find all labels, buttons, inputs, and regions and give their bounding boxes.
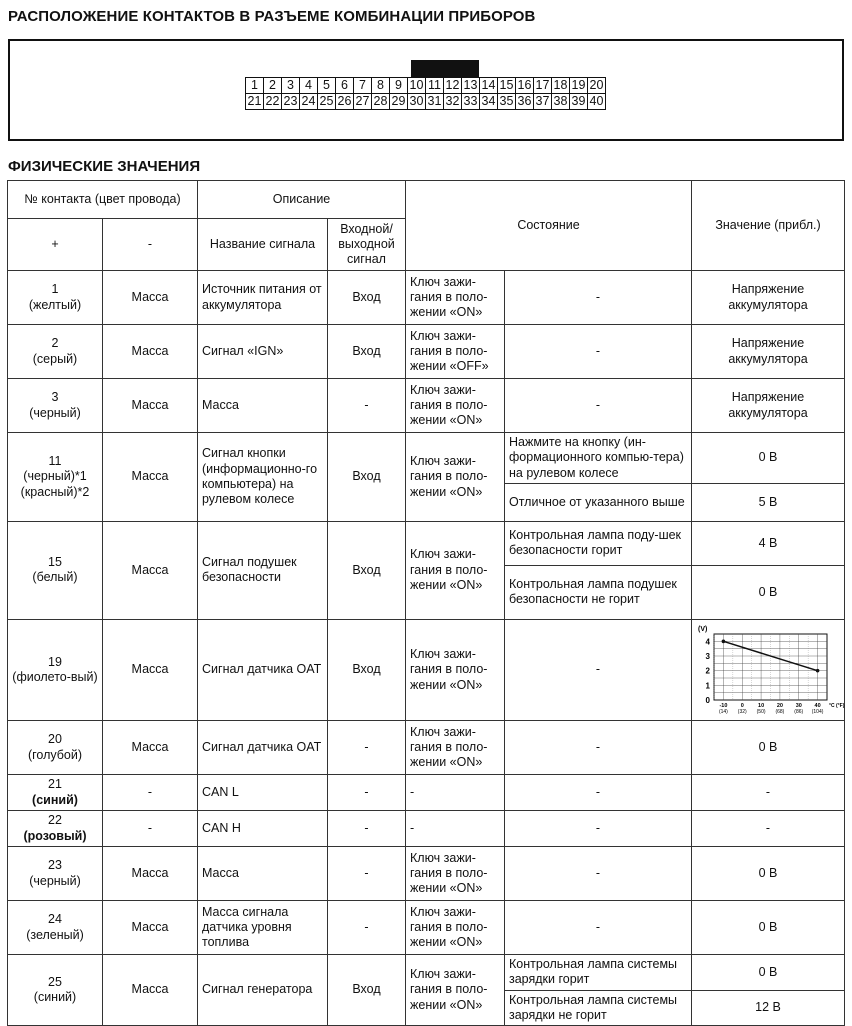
y-tick-label: 1	[705, 681, 710, 691]
pin-cell: 1	[246, 78, 264, 94]
signal-name-cell: Масса сигнала датчика уровня топлива	[198, 901, 328, 955]
table-row	[8, 775, 845, 811]
ground-cell: Масса	[103, 433, 198, 522]
condition-cell: Ключ зажи-гания в поло-жении «ON»	[406, 521, 505, 619]
ground-cell: Масса	[103, 325, 198, 379]
x-tick-label-f: (68)	[774, 708, 784, 715]
io-cell: Вход	[328, 433, 406, 522]
signal-name-cell: Сигнал датчика OAT	[198, 619, 328, 720]
condition-cell: -	[406, 775, 505, 811]
x-tick-label-f: (14)	[718, 708, 728, 715]
condition-cell: Ключ зажи-гания в поло-жении «ON»	[406, 379, 505, 433]
pin-cell: 10	[408, 78, 426, 94]
pin-cell: 40	[588, 94, 606, 110]
pin-cell: 35	[498, 94, 516, 110]
y-tick-label: 2	[705, 666, 710, 676]
x-tick-label: 20	[776, 702, 783, 709]
contact-cell	[8, 811, 103, 847]
pin-number: 20	[48, 732, 62, 747]
ground-cell: Масса	[103, 721, 198, 775]
pin-cell: 13	[462, 78, 480, 94]
header-minus: -	[103, 219, 198, 271]
value-cell: -	[692, 775, 845, 811]
ground-cell: Масса	[103, 847, 198, 901]
io-cell: -	[328, 379, 406, 433]
condition-cell: Ключ зажи-гания в поло-жении «ON»	[406, 721, 505, 775]
wire-color: (черный)	[29, 873, 81, 888]
pin-number: 3	[51, 390, 59, 405]
state-cell: -	[505, 271, 692, 325]
pin-grid	[245, 77, 606, 110]
pin-cell: 18	[552, 78, 570, 94]
x-tick-label: 30	[795, 702, 802, 709]
pin-cell: 12	[444, 78, 462, 94]
pin-number: 2	[51, 336, 59, 351]
contact-cell	[8, 901, 103, 955]
x-tick-label: 0	[740, 702, 744, 709]
header-value: Значение (прибл.)	[692, 181, 845, 271]
x-tick-label-f: (86)	[793, 708, 803, 715]
state-cell: -	[505, 811, 692, 847]
wire-color: (зеленый)	[26, 927, 84, 942]
condition-cell: Ключ зажи-гания в поло-жении «ON»	[406, 955, 505, 1026]
contact-cell	[8, 325, 103, 379]
value-cell: 4 В	[692, 521, 845, 565]
pin-cell: 29	[390, 94, 408, 110]
header-state: Состояние	[406, 181, 692, 271]
pin-cell: 7	[354, 78, 372, 94]
wire-color: (серый)	[32, 351, 78, 366]
table-row	[8, 619, 845, 720]
table-row	[8, 811, 845, 847]
state-cell: Контрольная лампа системы зарядки не горит	[505, 990, 692, 1026]
pin-number: 22	[48, 813, 62, 828]
wire-color: (белый)	[32, 570, 78, 585]
pin-cell: 27	[354, 94, 372, 110]
wire-color: (фиолето-вый)	[12, 669, 98, 684]
table-row	[8, 325, 845, 379]
y-tick-label: 4	[705, 637, 710, 647]
value-cell: 0 В	[692, 565, 845, 619]
table-row	[8, 847, 845, 901]
wire-color: (розовый)	[23, 828, 87, 843]
pin-cell: 19	[570, 78, 588, 94]
state-cell: Контрольная лампа поду-шек безопасности горит	[505, 521, 692, 565]
contact-cell	[8, 433, 103, 522]
wire-color: (черный)	[29, 405, 81, 420]
connector-title: РАСПОЛОЖЕНИЕ КОНТАКТОВ В РАЗЪЕМЕ КОМБИНАЦИИ ПРИБОРОВ	[8, 8, 536, 25]
io-cell: -	[328, 721, 406, 775]
x-tick-label: 40	[814, 702, 821, 709]
pin-cell: 25	[318, 94, 336, 110]
pin-number: 24	[48, 912, 62, 927]
table-row	[8, 955, 845, 991]
ground-cell: Масса	[103, 521, 198, 619]
state-cell: -	[505, 847, 692, 901]
value-cell: 0 В	[692, 901, 845, 955]
state-cell: Контрольная лампа системы зарядки горит	[505, 955, 692, 991]
contact-cell	[8, 775, 103, 811]
value-cell: Напряжение аккумулятора	[692, 379, 845, 433]
header-contact: № контакта (цвет провода)	[8, 181, 198, 219]
pin-cell: 33	[462, 94, 480, 110]
contact-cell	[8, 379, 103, 433]
value-cell: 12 В	[692, 990, 845, 1026]
io-cell: Вход	[328, 955, 406, 1026]
y-tick-label: 3	[705, 651, 710, 661]
pin-cell: 3	[282, 78, 300, 94]
pin-cell: 23	[282, 94, 300, 110]
value-cell: 5 В	[692, 483, 845, 521]
pin-number: 1	[51, 282, 59, 297]
pin-number: 11	[48, 454, 62, 468]
io-cell: -	[328, 811, 406, 847]
pin-cell: 37	[534, 94, 552, 110]
x-axis-label: °C (°F)	[828, 702, 844, 709]
pin-cell: 22	[264, 94, 282, 110]
pin-cell: 5	[318, 78, 336, 94]
signal-name-cell: Сигнал генератора	[198, 955, 328, 1026]
table-row	[8, 521, 845, 565]
signal-name-cell: CAN H	[198, 811, 328, 847]
table-row	[8, 433, 845, 484]
contact-cell	[8, 521, 103, 619]
ground-cell: Масса	[103, 619, 198, 720]
pin-cell: 32	[444, 94, 462, 110]
signal-name-cell: Сигнал датчика OAT	[198, 721, 328, 775]
x-tick-label-f: (104)	[811, 708, 823, 715]
pin-cell: 38	[552, 94, 570, 110]
value-cell	[692, 619, 845, 720]
pin-cell: 17	[534, 78, 552, 94]
signal-name-cell: Сигнал подушек безопасности	[198, 521, 328, 619]
header-plus: +	[8, 219, 103, 271]
ground-cell: Масса	[103, 379, 198, 433]
x-tick-label-f: (32)	[737, 708, 747, 715]
ground-cell: Масса	[103, 271, 198, 325]
contact-cell	[8, 721, 103, 775]
io-cell: Вход	[328, 619, 406, 720]
state-cell: -	[505, 901, 692, 955]
ground-cell: -	[103, 775, 198, 811]
pin-cell: 11	[426, 78, 444, 94]
state-cell: Контрольная лампа подушек безопасности не горит	[505, 565, 692, 619]
signal-name-cell: Масса	[198, 847, 328, 901]
pin-cell: 4	[300, 78, 318, 94]
contact-cell	[8, 619, 103, 720]
ground-cell: -	[103, 811, 198, 847]
state-cell: -	[505, 619, 692, 720]
condition-cell: Ключ зажи-гания в поло-жении «ON»	[406, 271, 505, 325]
signal-name-cell: CAN L	[198, 775, 328, 811]
wire-color: (синий)	[33, 990, 77, 1004]
pin-cell: 24	[300, 94, 318, 110]
condition-cell: -	[406, 811, 505, 847]
ground-cell: Масса	[103, 901, 198, 955]
pin-cell: 39	[570, 94, 588, 110]
state-cell: Отличное от указанного выше	[505, 483, 692, 521]
y-tick-label: 0	[705, 695, 710, 705]
condition-cell: Ключ зажи-гания в поло-жении «ON»	[406, 619, 505, 720]
value-cell: 0 В	[692, 955, 845, 991]
signal-name-cell: Сигнал кнопки (информационно-го компьютера) на рулевом колесе	[198, 433, 328, 522]
value-cell: Напряжение аккумулятора	[692, 271, 845, 325]
io-cell: -	[328, 901, 406, 955]
state-cell: -	[505, 379, 692, 433]
pin-number: 25	[48, 974, 62, 989]
signal-name-cell: Масса	[198, 379, 328, 433]
pin-number: 15	[48, 555, 62, 569]
header-io: Входной/ выходной сигнал	[328, 219, 406, 271]
condition-cell: Ключ зажи-гания в поло-жении «ON»	[406, 433, 505, 522]
pin-cell: 36	[516, 94, 534, 110]
pin-cell: 20	[588, 78, 606, 94]
x-tick-label: -10	[718, 702, 727, 709]
table-row	[8, 901, 845, 955]
state-cell: Нажмите на кнопку (ин-формационного компью-тера) на рулевом колесе	[505, 433, 692, 484]
io-cell: Вход	[328, 325, 406, 379]
header-signal-name: Название сигнала	[198, 219, 328, 271]
pin-cell: 30	[408, 94, 426, 110]
connector-key	[411, 60, 479, 77]
pin-cell: 6	[336, 78, 354, 94]
pin-cell: 14	[480, 78, 498, 94]
oat-sensor-chart	[696, 622, 844, 715]
condition-cell: Ключ зажи-гания в поло-жении «ON»	[406, 847, 505, 901]
values-title: ФИЗИЧЕСКИЕ ЗНАЧЕНИЯ	[8, 158, 201, 175]
io-cell: Вход	[328, 521, 406, 619]
io-cell: -	[328, 847, 406, 901]
condition-cell: Ключ зажи-гания в поло-жении «OFF»	[406, 325, 505, 379]
header-description: Описание	[198, 181, 406, 219]
contact-cell	[8, 847, 103, 901]
wire-color: (синий)	[32, 792, 78, 807]
pin-number: 23	[48, 858, 62, 873]
signal-name-cell: Источник питания от аккумулятора	[198, 271, 328, 325]
table-row	[8, 271, 845, 325]
io-cell: -	[328, 775, 406, 811]
values-table	[7, 180, 845, 1026]
wire-color: (черный)*1 (красный)*2	[20, 469, 90, 499]
pin-cell: 21	[246, 94, 264, 110]
value-cell: 0 В	[692, 433, 845, 484]
value-cell: Напряжение аккумулятора	[692, 325, 845, 379]
pin-cell: 28	[372, 94, 390, 110]
state-cell: -	[505, 775, 692, 811]
pin-cell: 34	[480, 94, 498, 110]
state-cell: -	[505, 721, 692, 775]
pin-cell: 16	[516, 78, 534, 94]
value-cell: 0 В	[692, 847, 845, 901]
pin-cell: 2	[264, 78, 282, 94]
contact-cell	[8, 271, 103, 325]
table-row	[8, 721, 845, 775]
state-cell: -	[505, 325, 692, 379]
x-tick-label: 10	[757, 702, 764, 709]
chart-point	[815, 669, 819, 673]
pin-number: 21	[48, 777, 62, 792]
table-row	[8, 379, 845, 433]
pin-cell: 26	[336, 94, 354, 110]
chart-point	[721, 639, 725, 643]
contact-cell	[8, 955, 103, 1026]
pin-cell: 9	[390, 78, 408, 94]
wire-color: (голубой)	[27, 747, 83, 762]
condition-cell: Ключ зажи-гания в поло-жении «ON»	[406, 901, 505, 955]
y-axis-label: (V)	[697, 625, 707, 633]
pin-cell: 8	[372, 78, 390, 94]
value-cell: -	[692, 811, 845, 847]
signal-name-cell: Сигнал «IGN»	[198, 325, 328, 379]
x-tick-label-f: (50)	[756, 708, 766, 715]
io-cell: Вход	[328, 271, 406, 325]
ground-cell: Масса	[103, 955, 198, 1026]
pin-number: 19	[48, 654, 62, 669]
pin-cell: 31	[426, 94, 444, 110]
value-cell: 0 В	[692, 721, 845, 775]
pin-cell: 15	[498, 78, 516, 94]
wire-color: (желтый)	[28, 297, 82, 312]
